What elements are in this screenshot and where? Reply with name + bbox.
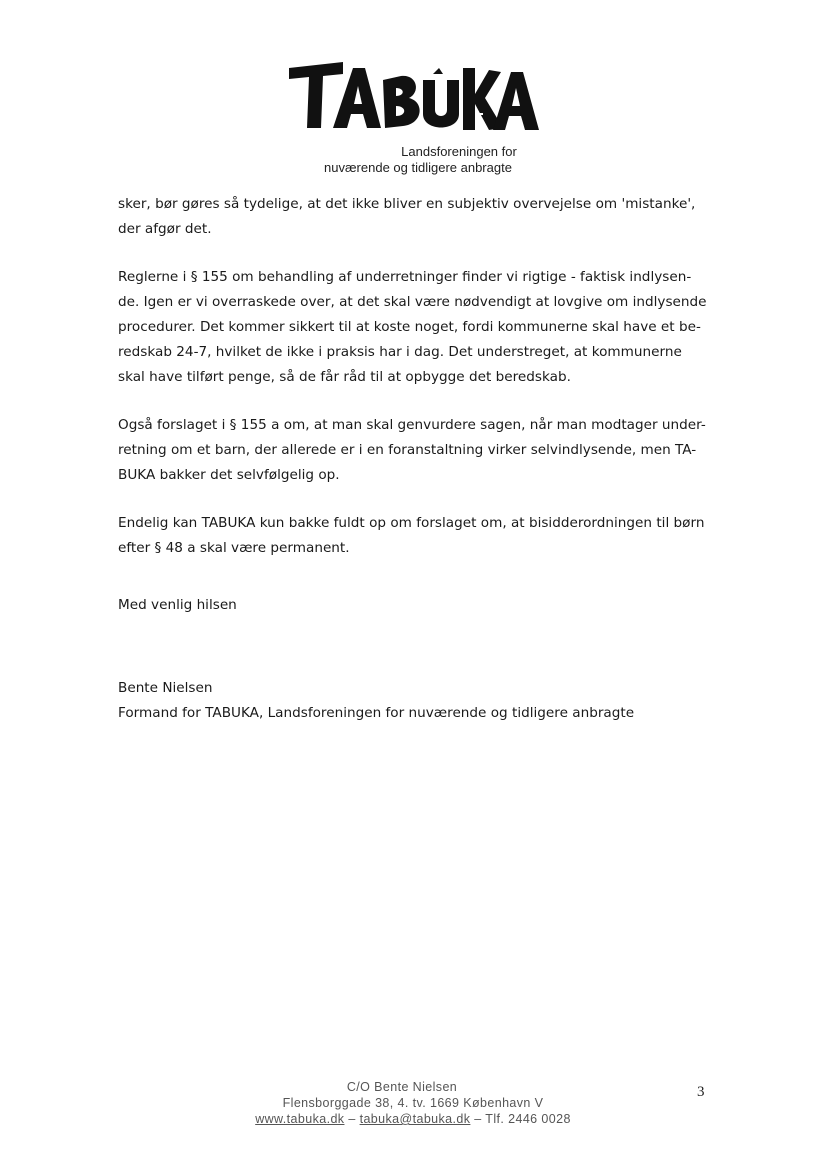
text-line: retning om et barn, der allerede er i en foranstaltning virker selvindlysende, men TA- xyxy=(118,442,697,458)
text-line: der afgør det. xyxy=(118,221,212,237)
text-line: Endelig kan TABUKA kun bakke fuldt op om forslaget om, at bisidderordningen til børn xyxy=(118,515,705,531)
footer-care-of: C/O Bente Nielsen xyxy=(346,1080,458,1094)
footer-separator: – xyxy=(344,1112,360,1126)
paragraph-2 xyxy=(118,265,718,390)
text-line: sker, bør gøres så tydelige, at det ikke bliver en subjektiv overvejelse om 'mistanke', xyxy=(118,196,696,212)
letter-body xyxy=(118,192,718,749)
signer-title: Formand for TABUKA, Landsforeningen for nuværende og tidligere anbragte xyxy=(118,705,635,721)
page-number: 3 xyxy=(697,1084,705,1100)
text-line: Også forslaget i § 155 a om, at man skal genvurdere sagen, når man modtager under- xyxy=(118,417,706,433)
text-line: procedurer. Det kommer sikkert til at koste noget, fordi kommunerne skal have et be- xyxy=(118,319,701,335)
org-name-line-1: Landsforeningen for xyxy=(401,144,517,159)
text-line: de. Igen er vi overraskede over, at det skal være nødvendigt at lovgive om indlysende xyxy=(118,294,707,310)
text-line: Reglerne i § 155 om behandling af underretninger finder vi rigtige - faktisk indlysen- xyxy=(118,269,692,285)
signature-block xyxy=(118,676,718,726)
footer-phone: – Tlf. 2446 0028 xyxy=(470,1112,571,1126)
signer-name: Bente Nielsen xyxy=(118,680,213,696)
tabuka-logo xyxy=(283,58,543,140)
text-line: skal have tilført penge, så de får råd til at opbygge det beredskab. xyxy=(118,369,571,385)
paragraph-4 xyxy=(118,511,718,561)
tabuka-logo-mark xyxy=(283,58,543,140)
closing-greeting: Med venlig hilsen xyxy=(118,597,237,613)
org-name-line-2: nuværende og tidligere anbragte xyxy=(324,160,512,175)
paragraph-3 xyxy=(118,413,718,488)
footer-contact xyxy=(0,1111,826,1127)
paragraph-1 xyxy=(118,192,718,242)
footer-address: Flensborggade 38, 4. tv. 1669 København V xyxy=(282,1096,544,1110)
email-link[interactable]: tabuka@tabuka.dk xyxy=(359,1112,471,1126)
letterhead xyxy=(0,58,826,176)
text-line: efter § 48 a skal være permanent. xyxy=(118,540,350,556)
website-link[interactable]: www.tabuka.dk xyxy=(255,1112,345,1126)
text-line: BUKA bakker det selvfølgelig op. xyxy=(118,467,340,483)
text-line: redskab 24-7, hvilket de ikke i praksis har i dag. Det understreget, at kommunerne xyxy=(118,344,682,360)
